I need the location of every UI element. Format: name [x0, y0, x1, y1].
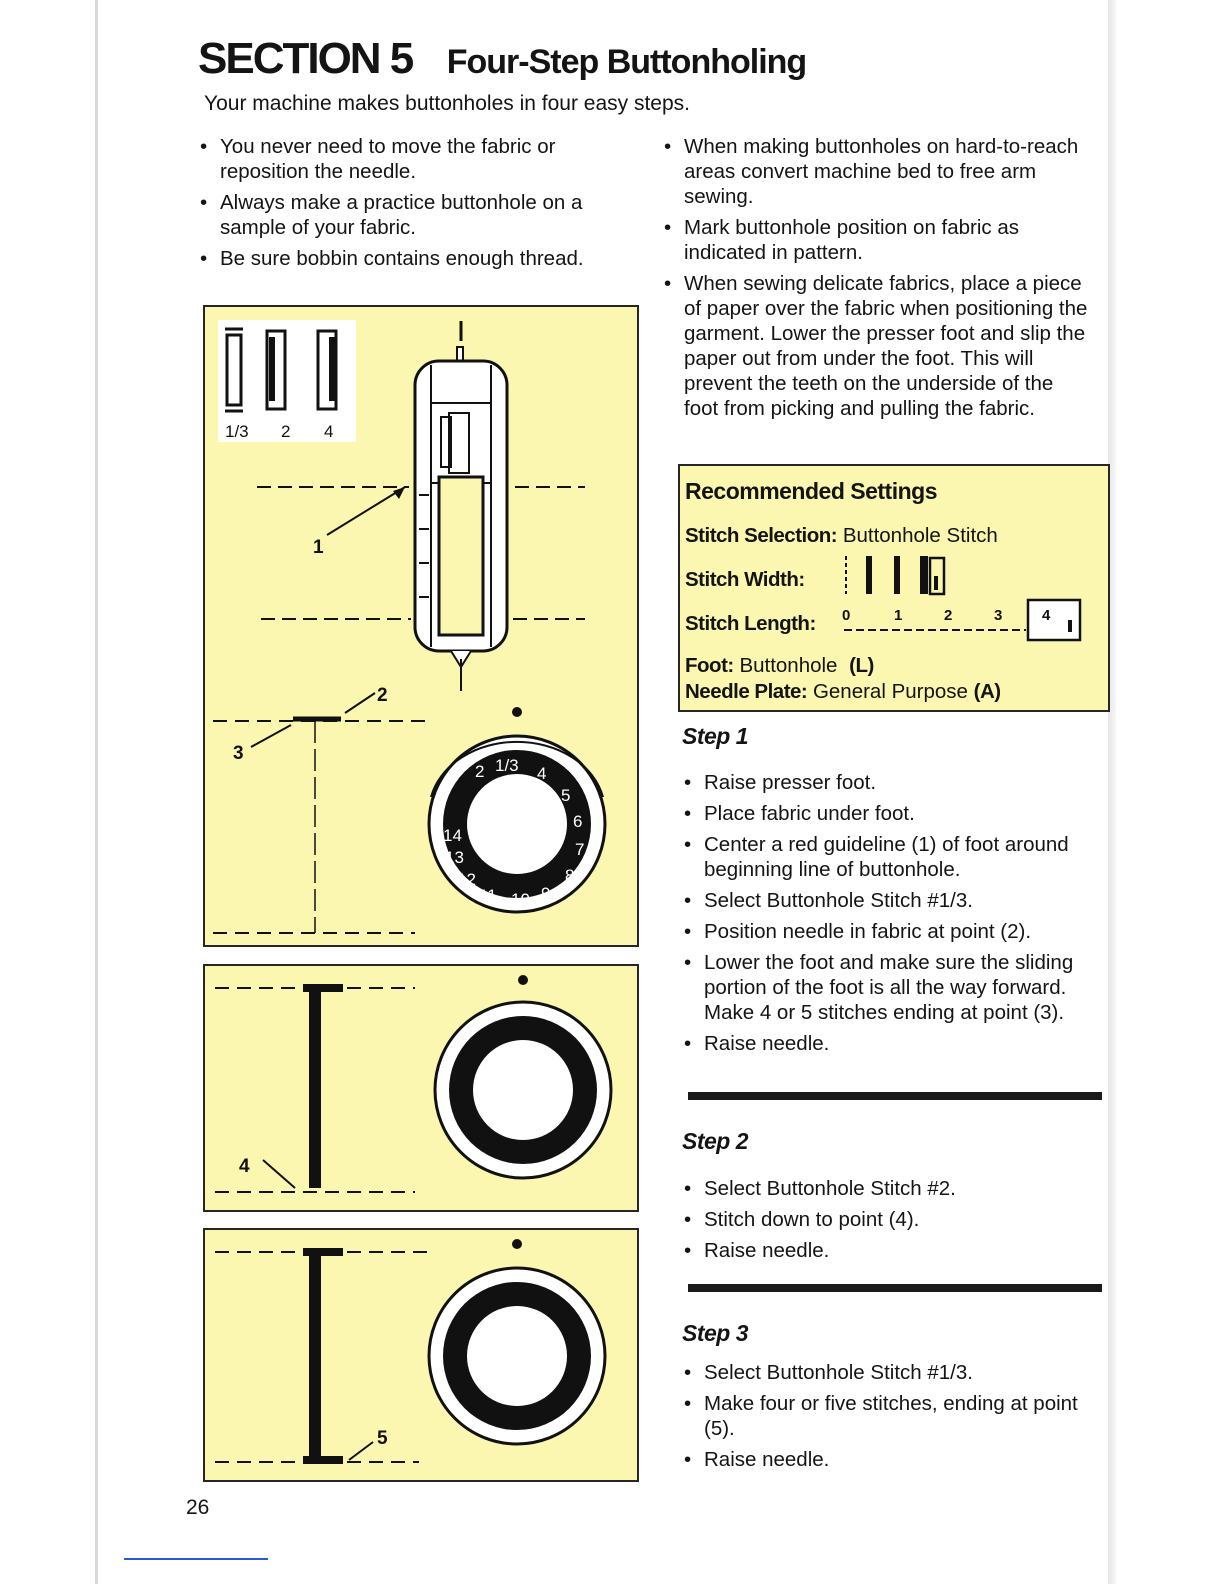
- foot-value: Buttonhole: [739, 654, 838, 677]
- list-item: • Raise needle.: [684, 1031, 1104, 1056]
- foot-code: (L): [849, 654, 874, 677]
- stitch-selection-value: Buttonhole Stitch: [842, 524, 998, 547]
- foot-label: Foot:: [685, 654, 734, 677]
- list-item: • Mark buttonhole position on fabric as indicated in pattern.: [664, 215, 1090, 265]
- list-item: • Always make a practice buttonhole on a sample of your fabric.: [200, 190, 628, 240]
- stitch-width-icons: [842, 552, 954, 598]
- list-item: • Raise presser foot.: [684, 770, 1104, 795]
- dial-label-12: 12: [457, 870, 476, 889]
- list-item: • Be sure bobbin contains enough thread.: [200, 246, 628, 271]
- list-item: • You never need to move the fabric or reposition the needle.: [200, 134, 628, 184]
- dial-label-2: 2: [475, 762, 485, 781]
- step2-diagram: [205, 966, 639, 1212]
- recommended-settings-title: Recommended Settings: [685, 478, 937, 504]
- callout-4: 4: [239, 1156, 250, 1177]
- dial-label-8: 8: [565, 866, 575, 885]
- length-setting-marker: [1028, 600, 1080, 640]
- length-tick-0: 0: [842, 607, 851, 624]
- step-2-list: [684, 1176, 1104, 1269]
- needle-plate-label: Needle Plate:: [685, 680, 808, 703]
- list-item: • Center a red guideline (1) of foot around beginning line of buttonhole.: [684, 832, 1104, 882]
- section-divider: [688, 1284, 1102, 1292]
- callout-1: 1: [313, 537, 324, 558]
- step-3-heading: Step 3: [682, 1320, 749, 1346]
- step-1-heading: Step 1: [682, 723, 749, 749]
- dial-label-6: 6: [573, 812, 583, 831]
- foot-row: [685, 654, 874, 678]
- list-item: • Select Buttonhole Stitch #1/3.: [684, 1360, 1104, 1385]
- length-tick-4: 4: [1042, 607, 1051, 624]
- list-item: • Lower the foot and make sure the sliding portion of the foot is all the way forward. Make 4 or 5 stitches ending at point (3).: [684, 950, 1104, 1025]
- list-item: • Raise needle.: [684, 1238, 1104, 1263]
- recommended-settings-box: [678, 464, 1110, 712]
- dial-label-13: 13: [445, 848, 464, 867]
- stitch-key-label-2: 2: [281, 422, 291, 441]
- step3-diagram: [205, 1230, 639, 1482]
- page-edge-right: [1108, 0, 1116, 1584]
- list-item: • Raise needle.: [684, 1447, 1104, 1472]
- stitch-width-row: [685, 568, 805, 592]
- dial-label-1-3: 1/3: [495, 756, 519, 775]
- stitch-selection-row: [685, 524, 998, 548]
- list-item: • Position needle in fabric at point (2).: [684, 919, 1104, 944]
- page-number: 26: [186, 1496, 210, 1519]
- list-item: • Place fabric under foot.: [684, 801, 1104, 826]
- list-item: • Stitch down to point (4).: [684, 1207, 1104, 1232]
- step1-illustration: [203, 305, 639, 947]
- dial-label-7: 7: [575, 840, 585, 859]
- stitch-key-label-4: 4: [324, 422, 334, 441]
- zigzag-stitch-column: [309, 992, 321, 1188]
- step-1-list: [684, 770, 1104, 1062]
- needle-plate-value: General Purpose: [812, 680, 968, 703]
- section-label: SECTION 5: [198, 34, 413, 83]
- dial-label-9: 9: [541, 884, 551, 903]
- length-tick-2: 2: [944, 607, 953, 624]
- right-bullet-list: [664, 134, 1090, 427]
- callout-3: 3: [233, 743, 244, 764]
- dial-label-11: 11: [479, 886, 497, 905]
- length-tick-3: 3: [994, 607, 1003, 624]
- presser-foot-illustration: [205, 307, 639, 947]
- needle-plate-row: [685, 680, 1001, 704]
- stitch-length-scale: [838, 598, 1088, 646]
- step3-illustration: [203, 1228, 639, 1482]
- stitch-key-label-1-3: 1/3: [225, 422, 249, 441]
- step-3-list: [684, 1360, 1104, 1478]
- length-tick-1: 1: [894, 607, 903, 624]
- page-title: [198, 34, 806, 84]
- dial-label-4: 4: [537, 764, 547, 783]
- stitch-width-label: Stitch Width:: [685, 568, 805, 591]
- step-2-heading: Step 2: [682, 1128, 749, 1154]
- list-item: • Select Buttonhole Stitch #1/3.: [684, 888, 1104, 913]
- needle-plate-code: (A): [973, 680, 1001, 703]
- dial-label-14: 14: [443, 826, 462, 845]
- stitch-length-row: [685, 612, 816, 636]
- stitch-selection-label: Stitch Selection:: [685, 524, 838, 547]
- zigzag-stitch-column: [309, 1256, 321, 1456]
- page-edge-left: [95, 0, 98, 1584]
- section-title: Four-Step Buttonholing: [446, 43, 807, 81]
- bottom-rule: [124, 1558, 268, 1560]
- list-item: • Make four or five stitches, ending at point (5).: [684, 1391, 1104, 1441]
- callout-2: 2: [377, 685, 388, 706]
- step2-illustration: [203, 964, 639, 1212]
- list-item: • When sewing delicate fabrics, place a piece of paper over the fabric when positioning the garment. Lower the presser foot and slip the paper out from under the foot. This will prevent the teeth on the underside of the foot from picking and pulling the fabric.: [664, 271, 1090, 421]
- foot-slider: [439, 477, 483, 635]
- callout-5: 5: [377, 1428, 388, 1449]
- intro-text: Your machine makes buttonholes in four easy steps.: [204, 92, 691, 115]
- dial-label-5: 5: [561, 786, 571, 805]
- left-bullet-list: [200, 134, 628, 277]
- list-item: • Select Buttonhole Stitch #2.: [684, 1176, 1104, 1201]
- stitch-length-label: Stitch Length:: [685, 612, 816, 635]
- list-item: • When making buttonholes on hard-to-reach areas convert machine bed to free arm sewing.: [664, 134, 1090, 209]
- section-divider: [688, 1092, 1102, 1100]
- dial-label-10: 10: [511, 890, 530, 909]
